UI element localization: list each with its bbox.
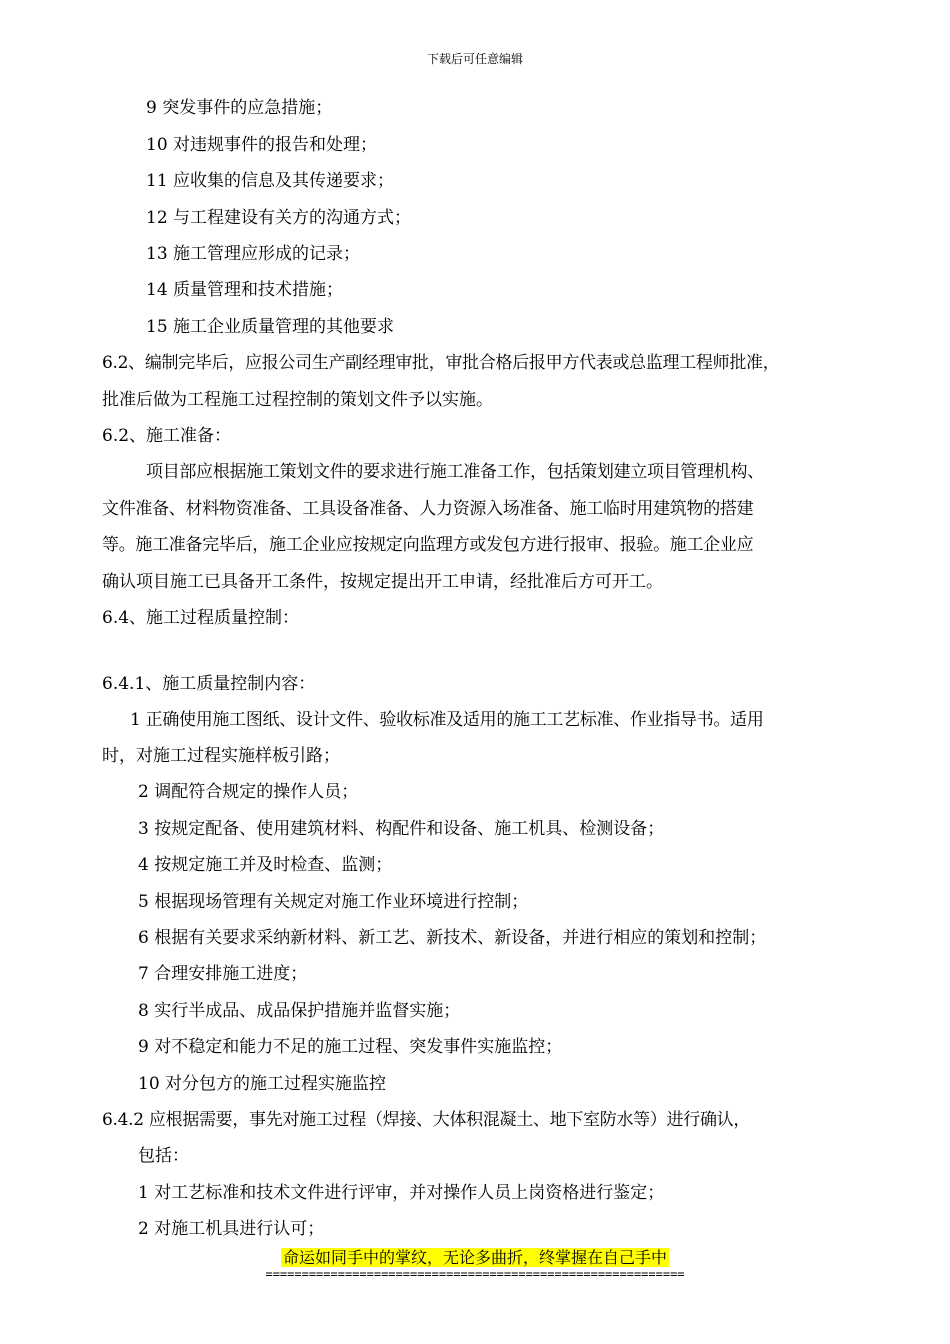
section-heading: 6.4、施工过程质量控制： <box>102 608 300 628</box>
paragraph-line: 项目部应根据施工策划文件的要求进行施工准备工作，包括策划建立项目管理机构、 <box>146 462 764 482</box>
list-item: 12 与工程建设有关方的沟通方式； <box>146 208 412 228</box>
paragraph-line: 时，对施工过程实施样板引路； <box>102 746 340 766</box>
paragraph-line: 文件准备、材料物资准备、工具设备准备、人力资源入场准备、施工临时用建筑物的搭建 <box>102 499 754 519</box>
list-item: 10 对分包方的施工过程实施监控 <box>138 1074 387 1094</box>
list-item: 14 质量管理和技术措施； <box>146 280 344 300</box>
list-item: 2 调配符合规定的操作人员； <box>138 782 359 802</box>
section-heading: 6.2、施工准备： <box>102 426 232 446</box>
page-header: 下载后可任意编辑 <box>426 52 523 66</box>
list-item: 13 施工管理应形成的记录； <box>146 244 361 264</box>
paragraph-line: 批准后做为工程施工过程控制的策划文件予以实施。 <box>102 390 493 410</box>
list-item: 5 根据现场管理有关规定对施工作业环境进行控制； <box>138 892 529 912</box>
list-item: 9 突发事件的应急措施； <box>146 98 333 118</box>
list-item: 1 对工艺标准和技术文件进行评审，并对操作人员上岗资格进行鉴定； <box>138 1183 665 1203</box>
section-heading: 6.4.1、施工质量控制内容： <box>102 674 316 694</box>
list-item: 9 对不稳定和能力不足的施工过程、突发事件实施监控； <box>138 1037 563 1057</box>
footer-motto-text: 命运如同手中的掌纹，无论多曲折，终掌握在自己手中 <box>282 1248 667 1267</box>
list-item: 8 实行半成品、成品保护措施并监督实施； <box>138 1001 461 1021</box>
list-item: 11 应收集的信息及其传递要求； <box>146 171 395 191</box>
paragraph-line: 确认项目施工已具备开工条件，按规定提出开工申请，经批准后方可开工。 <box>102 572 663 592</box>
list-item: 10 对违规事件的报告和处理； <box>146 135 378 155</box>
paragraph-line: 等。施工准备完毕后，施工企业应按规定向监理方或发包方进行报审、报验。施工企业应 <box>102 535 754 555</box>
list-item: 4 按规定施工并及时检查、监测； <box>138 855 393 875</box>
list-item: 6 根据有关要求采纳新材料、新工艺、新技术、新设备，并进行相应的策划和控制； <box>138 928 767 948</box>
paragraph-line: 包括： <box>138 1146 189 1166</box>
list-item: 1 正确使用施工图纸、设计文件、验收标准及适用的施工工艺标准、作业指导书。适用 <box>130 710 764 730</box>
list-item: 2 对施工机具进行认可； <box>138 1219 325 1239</box>
footer-divider: ========================================================== <box>265 1267 685 1281</box>
section-heading: 6.4.2 应根据需要，事先对施工过程（焊接、大体积混凝土、地下室防水等）进行确认， <box>102 1110 751 1130</box>
list-item: 7 合理安排施工进度； <box>138 964 308 984</box>
paragraph-line: 6.2、编制完毕后，应报公司生产副经理审批，审批合格后报甲方代表或总监理工程师批准， <box>102 353 780 373</box>
list-item: 3 按规定配备、使用建筑材料、构配件和设备、施工机具、检测设备； <box>138 819 665 839</box>
list-item: 15 施工企业质量管理的其他要求 <box>146 317 395 337</box>
